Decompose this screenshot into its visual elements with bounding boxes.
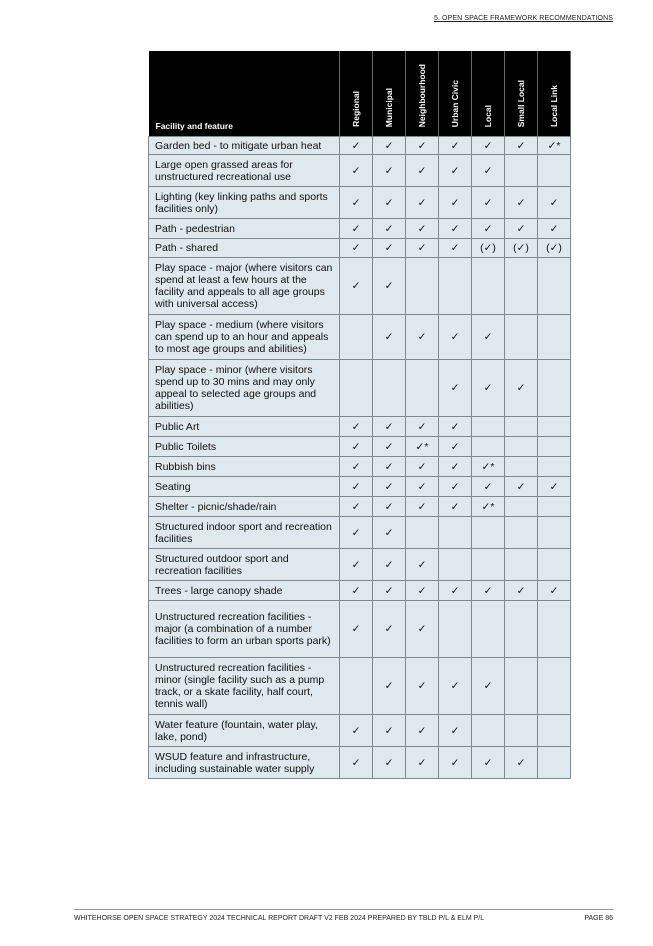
- check-cell: [505, 437, 538, 457]
- check-cell: ✓: [406, 601, 439, 658]
- column-header-local-link: [538, 51, 571, 137]
- check-cell: ✓: [472, 477, 505, 497]
- column-header-label: Small Local: [516, 79, 526, 127]
- check-cell: ✓: [439, 315, 472, 360]
- check-cell: ✓: [439, 581, 472, 601]
- footer-document-info: WHITEHORSE OPEN SPACE STRATEGY 2024 TECHNICAL REPORT DRAFT V2 FEB 2024 PREPARED BY TBLD P/L & ELM P/L: [74, 915, 485, 922]
- check-cell: ✓: [340, 715, 373, 747]
- facility-feature-cell: Water feature (fountain, water play, lake, pond): [149, 715, 340, 747]
- check-cell: [538, 549, 571, 581]
- check-cell: ✓: [439, 155, 472, 187]
- check-cell: ✓*: [406, 437, 439, 457]
- check-cell: ✓: [340, 517, 373, 549]
- check-cell: [406, 258, 439, 315]
- check-cell: ✓: [406, 187, 439, 219]
- check-cell: [505, 315, 538, 360]
- column-header-regional: [340, 51, 373, 137]
- check-cell: [406, 517, 439, 549]
- table-row: [149, 239, 571, 258]
- check-cell: ✓: [538, 477, 571, 497]
- check-cell: [505, 155, 538, 187]
- column-header-neighbourhood: [406, 51, 439, 137]
- check-cell: ✓: [472, 581, 505, 601]
- check-cell: [505, 517, 538, 549]
- check-cell: ✓: [538, 219, 571, 239]
- column-header-label: Municipal: [384, 87, 394, 127]
- check-cell: ✓: [373, 477, 406, 497]
- facility-feature-cell: Seating: [149, 477, 340, 497]
- table-row: [149, 437, 571, 457]
- table-row: [149, 187, 571, 219]
- feature-column-header: Facility and feature: [149, 51, 340, 137]
- check-cell: ✓: [406, 477, 439, 497]
- check-cell: [439, 517, 472, 549]
- check-cell: ✓: [406, 549, 439, 581]
- check-cell: ✓: [439, 187, 472, 219]
- check-cell: [472, 601, 505, 658]
- check-cell: ✓: [406, 457, 439, 477]
- check-cell: ✓: [505, 137, 538, 155]
- check-cell: (✓): [538, 239, 571, 258]
- check-cell: [538, 417, 571, 437]
- facility-feature-cell: Play space - minor (where visitors spend up to 30 mins and may only appeal to selected age groups and abilities): [149, 360, 340, 417]
- facility-feature-cell: Garden bed - to mitigate urban heat: [149, 137, 340, 155]
- check-cell: ✓: [406, 155, 439, 187]
- check-cell: ✓: [373, 601, 406, 658]
- check-cell: ✓*: [472, 497, 505, 517]
- table-row: [149, 549, 571, 581]
- check-cell: ✓: [373, 457, 406, 477]
- facility-feature-cell: Public Art: [149, 417, 340, 437]
- check-cell: ✓: [439, 658, 472, 715]
- table-row: [149, 747, 571, 779]
- table-header-row: [149, 51, 571, 137]
- table-row: [149, 258, 571, 315]
- table-row: [149, 137, 571, 155]
- column-header-label: Local: [483, 104, 493, 127]
- check-cell: ✓: [505, 477, 538, 497]
- check-cell: ✓: [340, 601, 373, 658]
- table-row: [149, 715, 571, 747]
- column-header-municipal: [373, 51, 406, 137]
- facility-matrix-table: [148, 51, 571, 779]
- table-row: [149, 315, 571, 360]
- check-cell: ✓: [406, 581, 439, 601]
- check-cell: ✓: [340, 187, 373, 219]
- check-cell: [472, 715, 505, 747]
- check-cell: ✓: [472, 747, 505, 779]
- facility-feature-cell: Unstructured recreation facilities - minor (single facility such as a pump track, or a skate facility, half court, tennis wall): [149, 658, 340, 715]
- check-cell: ✓: [373, 315, 406, 360]
- check-cell: [505, 457, 538, 477]
- check-cell: ✓: [439, 497, 472, 517]
- check-cell: [538, 315, 571, 360]
- check-cell: ✓: [406, 137, 439, 155]
- table-row: [149, 155, 571, 187]
- check-cell: ✓: [472, 219, 505, 239]
- check-cell: ✓: [472, 658, 505, 715]
- check-cell: [505, 417, 538, 437]
- check-cell: [472, 258, 505, 315]
- check-cell: [538, 747, 571, 779]
- facility-feature-cell: Play space - medium (where visitors can spend up to an hour and appeals to most age groups and abilities): [149, 315, 340, 360]
- check-cell: [340, 360, 373, 417]
- check-cell: ✓: [340, 549, 373, 581]
- check-cell: ✓: [340, 239, 373, 258]
- check-cell: ✓: [505, 187, 538, 219]
- column-header-label: Regional: [351, 91, 361, 127]
- check-cell: [472, 517, 505, 549]
- check-cell: ✓: [340, 437, 373, 457]
- check-cell: (✓): [505, 239, 538, 258]
- check-cell: [340, 315, 373, 360]
- running-header: 5. OPEN SPACE FRAMEWORK RECOMMENDATIONS: [433, 15, 613, 22]
- check-cell: [505, 715, 538, 747]
- check-cell: ✓: [406, 658, 439, 715]
- check-cell: ✓: [373, 155, 406, 187]
- check-cell: ✓: [373, 417, 406, 437]
- column-header-local: [472, 51, 505, 137]
- table-row: [149, 517, 571, 549]
- check-cell: ✓: [373, 497, 406, 517]
- table-row: [149, 658, 571, 715]
- column-header-small-local: [505, 51, 538, 137]
- check-cell: ✓: [439, 457, 472, 477]
- check-cell: [373, 360, 406, 417]
- check-cell: ✓: [340, 137, 373, 155]
- facility-feature-cell: Rubbish bins: [149, 457, 340, 477]
- column-header-label: Urban Civic: [450, 79, 460, 127]
- check-cell: [538, 457, 571, 477]
- check-cell: ✓: [340, 417, 373, 437]
- check-cell: [538, 715, 571, 747]
- check-cell: ✓: [373, 219, 406, 239]
- check-cell: [439, 601, 472, 658]
- check-cell: ✓*: [538, 137, 571, 155]
- check-cell: ✓: [340, 219, 373, 239]
- page-number: PAGE 86: [584, 915, 613, 922]
- check-cell: ✓: [439, 417, 472, 437]
- facility-feature-cell: WSUD feature and infrastructure, including sustainable water supply: [149, 747, 340, 779]
- table-row: [149, 497, 571, 517]
- check-cell: ✓: [340, 258, 373, 315]
- facility-feature-cell: Public Toilets: [149, 437, 340, 457]
- check-cell: [538, 360, 571, 417]
- check-cell: ✓: [373, 137, 406, 155]
- check-cell: ✓: [373, 549, 406, 581]
- check-cell: ✓: [439, 747, 472, 779]
- check-cell: ✓: [373, 658, 406, 715]
- check-cell: (✓): [472, 239, 505, 258]
- check-cell: [505, 601, 538, 658]
- check-cell: ✓: [439, 219, 472, 239]
- check-cell: ✓: [439, 477, 472, 497]
- facility-feature-cell: Shelter - picnic/shade/rain: [149, 497, 340, 517]
- check-cell: [505, 497, 538, 517]
- check-cell: [406, 360, 439, 417]
- check-cell: ✓: [406, 747, 439, 779]
- check-cell: ✓: [472, 155, 505, 187]
- facility-feature-cell: Large open grassed areas for unstructured recreational use: [149, 155, 340, 187]
- table-row: [149, 417, 571, 437]
- check-cell: ✓: [406, 239, 439, 258]
- column-header-label: Local Link: [549, 84, 559, 127]
- check-cell: ✓: [439, 239, 472, 258]
- check-cell: ✓: [505, 747, 538, 779]
- column-header-urban-civic: [439, 51, 472, 137]
- table-row: [149, 581, 571, 601]
- check-cell: [505, 658, 538, 715]
- check-cell: [538, 258, 571, 315]
- check-cell: ✓: [505, 581, 538, 601]
- check-cell: [538, 497, 571, 517]
- check-cell: ✓: [439, 137, 472, 155]
- check-cell: ✓: [373, 258, 406, 315]
- check-cell: [538, 155, 571, 187]
- check-cell: [472, 549, 505, 581]
- check-cell: ✓: [505, 219, 538, 239]
- check-cell: [472, 437, 505, 457]
- table-row: [149, 601, 571, 658]
- facility-feature-cell: Lighting (key linking paths and sports facilities only): [149, 187, 340, 219]
- check-cell: ✓: [472, 137, 505, 155]
- check-cell: ✓: [538, 581, 571, 601]
- check-cell: [505, 549, 538, 581]
- check-cell: ✓: [472, 315, 505, 360]
- check-cell: ✓: [505, 360, 538, 417]
- facility-feature-cell: Trees - large canopy shade: [149, 581, 340, 601]
- check-cell: ✓: [340, 155, 373, 187]
- table-row: [149, 457, 571, 477]
- check-cell: [472, 417, 505, 437]
- check-cell: ✓: [373, 581, 406, 601]
- check-cell: ✓: [406, 417, 439, 437]
- check-cell: ✓: [373, 239, 406, 258]
- facility-feature-cell: Path - shared: [149, 239, 340, 258]
- check-cell: ✓: [373, 437, 406, 457]
- check-cell: [439, 549, 472, 581]
- facility-feature-cell: Structured indoor sport and recreation facilities: [149, 517, 340, 549]
- check-cell: ✓: [340, 747, 373, 779]
- check-cell: [538, 601, 571, 658]
- check-cell: ✓: [373, 517, 406, 549]
- facility-feature-cell: Unstructured recreation facilities - major (a combination of a number facilities to form an urban sports park): [149, 601, 340, 658]
- page-footer: [74, 909, 613, 922]
- check-cell: ✓: [406, 497, 439, 517]
- check-cell: ✓: [439, 437, 472, 457]
- check-cell: ✓: [340, 477, 373, 497]
- check-cell: ✓: [340, 497, 373, 517]
- check-cell: ✓: [373, 747, 406, 779]
- check-cell: ✓: [406, 219, 439, 239]
- check-cell: ✓: [439, 360, 472, 417]
- check-cell: ✓: [373, 187, 406, 219]
- check-cell: [538, 658, 571, 715]
- check-cell: [439, 258, 472, 315]
- table-row: [149, 219, 571, 239]
- table-row: [149, 477, 571, 497]
- check-cell: [340, 658, 373, 715]
- check-cell: ✓: [472, 187, 505, 219]
- check-cell: ✓: [340, 581, 373, 601]
- check-cell: ✓: [538, 187, 571, 219]
- column-header-label: Neighbourhood: [417, 63, 427, 127]
- check-cell: ✓: [340, 457, 373, 477]
- check-cell: ✓: [472, 360, 505, 417]
- check-cell: [505, 258, 538, 315]
- table-body: [149, 137, 571, 779]
- facility-feature-cell: Structured outdoor sport and recreation facilities: [149, 549, 340, 581]
- check-cell: [538, 517, 571, 549]
- check-cell: ✓: [373, 715, 406, 747]
- check-cell: ✓: [406, 715, 439, 747]
- facility-feature-cell: Path - pedestrian: [149, 219, 340, 239]
- check-cell: ✓: [406, 315, 439, 360]
- check-cell: [538, 437, 571, 457]
- check-cell: ✓: [439, 715, 472, 747]
- table-row: [149, 360, 571, 417]
- check-cell: ✓*: [472, 457, 505, 477]
- facility-feature-cell: Play space - major (where visitors can spend at least a few hours at the facility and appeals to all age groups with universal access): [149, 258, 340, 315]
